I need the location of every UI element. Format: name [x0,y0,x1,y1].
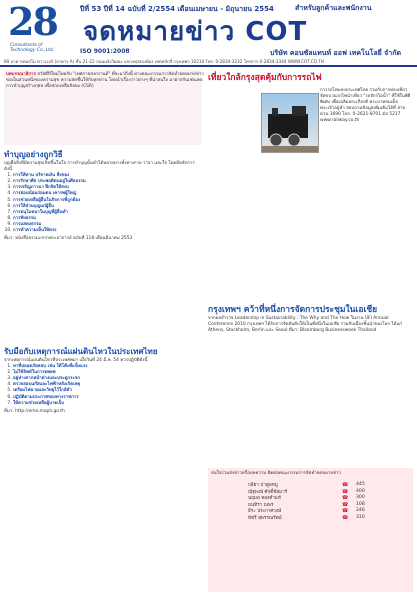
list-item: 6. การให้ส่วนบุญแก่ผู้อื่น [13,204,202,210]
list-item: 5. เตรียมไฟฉายและวิทยุไว้ใกล้ตัว [13,388,202,394]
list-item: 8. การฟังธรรม [13,216,202,222]
contact-row: ณัฐพงษ์ ศักดิ์ชัยมาร์ ☎ 400 [248,488,365,495]
bangkok-text: จากผลสำรวจ Leadership in Sustainability : The Why and The How ในงาน UFI Annual Conference 2010 กรุงเทพฯ ได้รับการจัดอันดับให้เป็นที่หนึ่งในเอเชีย ร่วมกับเมืองชั้นนำของโลก ได้แก่ Athens, Stockholm, Berlin และ Seoul ที่มา: Bloomberg Businessweek Thailand [208,316,402,334]
earthquake-intro: จากเหตุการณ์แผ่นดินไหวที่ประเทศพม่า เมื่อวันที่ 24 มี.ค. 54 ควรปฏิบัติดังนี้ [4,358,148,363]
phone-icon: ☎ [342,508,349,515]
list-item: 10. การทำความเห็นให้ตรง [13,228,202,234]
company-address: 89 อาคารคอสโม ทาวเวอร์ (อาคาร A) ชั้น 21-22 ถนนแจ้งวัฒนะ แขวงทุ่งสองห้อง เขตหลักสี่ กรุงเทพฯ 10210 โทร. 0-2834-3232 โทรสาร 0-2834-3344 WWW.COT.CO.TH [4,59,324,64]
steam-train-photo [261,93,319,153]
bangkok-heading: กรุงเทพฯ คว้าที่หนึ่งการจัดการประชุมในเอเชีย [208,305,378,315]
earthquake-list [4,364,202,407]
phone-icon: ☎ [342,482,349,489]
list-item: 4. การอ่อนน้อมถ่อมตน เคารพผู้ใหญ่ [13,191,202,197]
header-divider [0,65,417,67]
merit-source: ที่มา: หนังสือธรรมะจากพระอาจารย์ ฉบับที่ 118 เดือนมีนาคม 2553 [4,236,133,242]
bangkok-section [208,302,413,334]
editorial-lead: บทบรรณาธิการ [6,72,36,77]
contact-row: ธีระ ประกาศวงษ์ ☎ 246 [248,508,365,515]
train-icon [262,94,318,152]
list-item: 3. อยู่ห่างจากหน้าต่างและประตูกระจก [13,376,202,382]
railway-text: การรถไฟแห่งประเทศไทย ร่วมกับการท่องเที่ยว จัดขบวนรถไฟนำเที่ยว "รถจักรไอน้ำ" ที่ใช้ในพิธีพิเศษ เพื่อเฉลิมพระเกียรติ พระบาทสมเด็จพระเจ้าอยู่หัว สอบถามข้อมูลเพิ่มเติมได้ที่ สายด่วน 1690 โทร. 0-2621-8701 ต่อ 5217 www.railway.co.th [320,88,411,124]
list-item: 1. หาที่ปลอดภัยหลบ เช่น ใต้โต๊ะที่แข็งแรง [13,364,202,370]
list-item: 3. การเจริญภาวนา ฝึกจิตให้สงบ [13,185,202,191]
phone-icon: ☎ [342,488,349,495]
logo-number: 28 [8,0,57,44]
list-item: 7. ให้ความช่วยเหลือผู้บาดเจ็บ [13,401,202,407]
merit-heading: ทำบุญอย่างถูกวิธี [4,150,63,159]
merit-intro: บุญคือสิ่งที่มีความสุขเกิดขึ้นในใจ การทำบุญนั้นทำได้หลายทางทั้งทางกาย วาจา และใจ โดยมีหลักการดังนี้ [4,161,195,173]
iso-badge: ISO 9001:2008 [80,48,130,55]
anniversary-logo [6,0,68,59]
editorial [4,70,206,92]
issue-line: ปีที่ 53 ปีที่ 14 ฉบับที่ 2/2554 เดือนเมษายน - มิถุนายน 2554 [80,5,274,13]
merit-list [4,173,202,234]
phone-icon: ☎ [342,501,349,508]
newsletter-title: จดหมายข่าว COT [83,17,308,47]
tagline: สำหรับลูกค้าและพนักงาน [295,4,372,12]
company-name: บริษัท คอนซัลแทนท์ ออฟ เทคโนโลยี่ จำกัด [270,49,401,57]
list-item: 9. การแสดงธรรม [13,222,202,228]
contact-box [208,468,413,592]
contact-row: มนทิรา ณพร ☎ 108 [248,501,365,508]
contact-row: พัชรี สุพรรณรัตน์ ☎ 310 [248,514,365,521]
railway-heading: เที่ยวใกล้กรุงสุดคุ้มกับการรถไฟ [208,73,322,83]
earthquake-source: ที่มา: http://emo.moph.go.th [4,408,65,414]
editorial-text: สวัสดีปีใหม่ไทยกับ "เทศกาลสงกรานต์" ที่จะมาถึงนี้ ทางคณะกรรมการจัดทำจดหมายข่าวขอเป็นส่วนหนึ่งของความสุข ความสดชื่นให้กับทุกท่าน โดยนำเรื่องราวต่างๆ ที่น่าสนใจ มาฝากกันเช่นเคย การทำบุญสร้างกุศล เพื่อช่วยเหลือสังคม (CSR) [6,72,204,90]
list-item: 2. การรักษาศีล ประพฤติตนอยู่ในศีลธรรม [13,179,202,185]
list-item: 4. ตรวจสอบแก๊สและไฟฟ้าหลังเกิดเหตุ [13,382,202,388]
list-item: 7. การอนุโมทนาในบุญที่ผู้อื่นทำ [13,210,202,216]
contact-intro: สนใจร่วมส่งข่าวหรือบทความ ติดต่อคณะกรรมการจัดทำจดหมายข่าว [211,471,341,476]
merit-section [4,148,202,242]
list-item: 1. การให้ทาน บริจาคเงิน สิ่งของ [13,173,202,179]
list-item: 5. การช่วยเหลือผู้อื่นในกิจการที่ถูกต้อง [13,198,202,204]
contact-row: นฤมล ทองคำแท้ ☎ 300 [248,495,365,502]
list-item: 2. ไม่ใช้ลิฟต์ในการอพยพ [13,370,202,376]
earthquake-heading: รับมือกับเหตุการณ์แผ่นดินไหวในประเทศไทย [4,347,158,356]
logo-subtitle: Consultants of Technology Co.,Ltd. [10,43,55,53]
list-item: 6. ปฏิบัติตามประกาศของทางราชการ [13,395,202,401]
phone-icon: ☎ [342,514,349,521]
phone-icon: ☎ [342,495,349,502]
masthead [0,0,417,66]
earthquake-section [4,345,202,415]
contact-list [208,482,413,521]
contact-row: กลิยา ปาคูลหมู ☎ 445 [248,482,365,489]
